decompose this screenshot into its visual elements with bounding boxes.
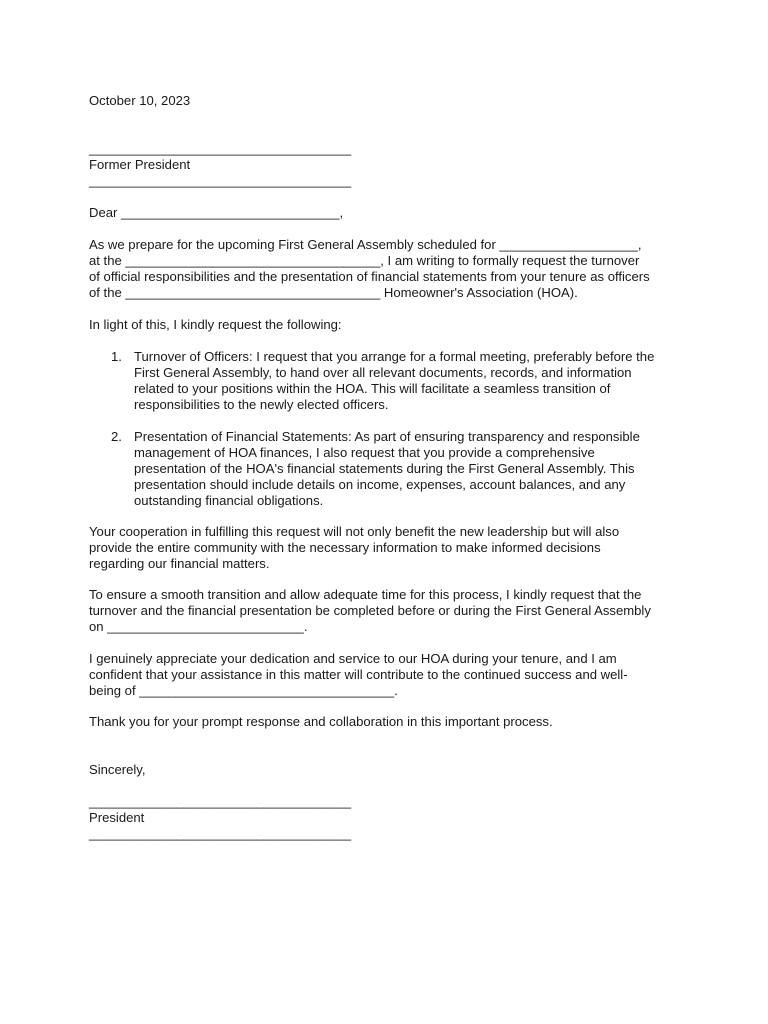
paragraph-line: at the ___________________________________, I am writing to formally request the turnover: [89, 253, 640, 268]
paragraph-line: of the ___________________________________ Homeowner's Association (HOA).: [89, 285, 578, 300]
paragraph-line: turnover and the financial presentation be completed before or during the First General Assembly: [89, 603, 651, 618]
list-item-line: presentation of the HOA's financial statements during the First General Assembly. This: [134, 461, 635, 476]
list-item-line: presentation should include details on income, expenses, account balances, and any: [134, 477, 626, 492]
paragraph-line: Your cooperation in fulfilling this request will not only benefit the new leadership but will also: [89, 524, 620, 539]
request-intro: In light of this, I kindly request the following:: [89, 317, 342, 332]
signer-name-line: ____________________________________: [89, 826, 352, 841]
recipient-address-line: ____________________________________: [89, 173, 352, 188]
list-item-number: 1.: [111, 349, 122, 364]
closing: Sincerely,: [89, 762, 146, 777]
list-item-line: outstanding financial obligations.: [134, 493, 324, 508]
list-item-line: responsibilities to the newly elected officers.: [134, 397, 389, 412]
paragraph-line: As we prepare for the upcoming First General Assembly scheduled for ___________________,: [89, 237, 642, 252]
recipient-title: Former President: [89, 157, 191, 172]
paragraph-line: provide the entire community with the necessary information to make informed decisions: [89, 540, 601, 555]
signer-title: President: [89, 810, 145, 825]
paragraph-line: of official responsibilities and the presentation of financial statements from your tenure as officers: [89, 269, 650, 284]
signature-line: ____________________________________: [89, 794, 352, 809]
list-item-line: management of HOA finances, I also request that you provide a comprehensive: [134, 445, 595, 460]
list-item-line: related to your positions within the HOA. This will facilitate a seamless transition of: [134, 381, 611, 396]
paragraph-line: on ___________________________.: [89, 619, 308, 634]
paragraph-line: being of ___________________________________.: [89, 683, 398, 698]
list-item-number: 2.: [111, 429, 122, 444]
list-item-line: Turnover of Officers: I request that you arrange for a formal meeting, preferably before the: [134, 349, 655, 364]
list-item-line: First General Assembly, to hand over all relevant documents, records, and information: [134, 365, 632, 380]
salutation: Dear ______________________________,: [89, 205, 344, 220]
paragraph-line: To ensure a smooth transition and allow adequate time for this process, I kindly request that the: [89, 587, 642, 602]
list-item-line: Presentation of Financial Statements: As part of ensuring transparency and responsible: [134, 429, 640, 444]
thank-you-line: Thank you for your prompt response and collaboration in this important process.: [89, 714, 553, 729]
paragraph-line: confident that your assistance in this matter will contribute to the continued success and well-: [89, 667, 628, 682]
paragraph-line: I genuinely appreciate your dedication and service to our HOA during your tenure, and I am: [89, 651, 617, 666]
paragraph-line: regarding our financial matters.: [89, 556, 270, 571]
recipient-name-line: ____________________________________: [89, 141, 352, 156]
letter-date: October 10, 2023: [89, 93, 191, 108]
